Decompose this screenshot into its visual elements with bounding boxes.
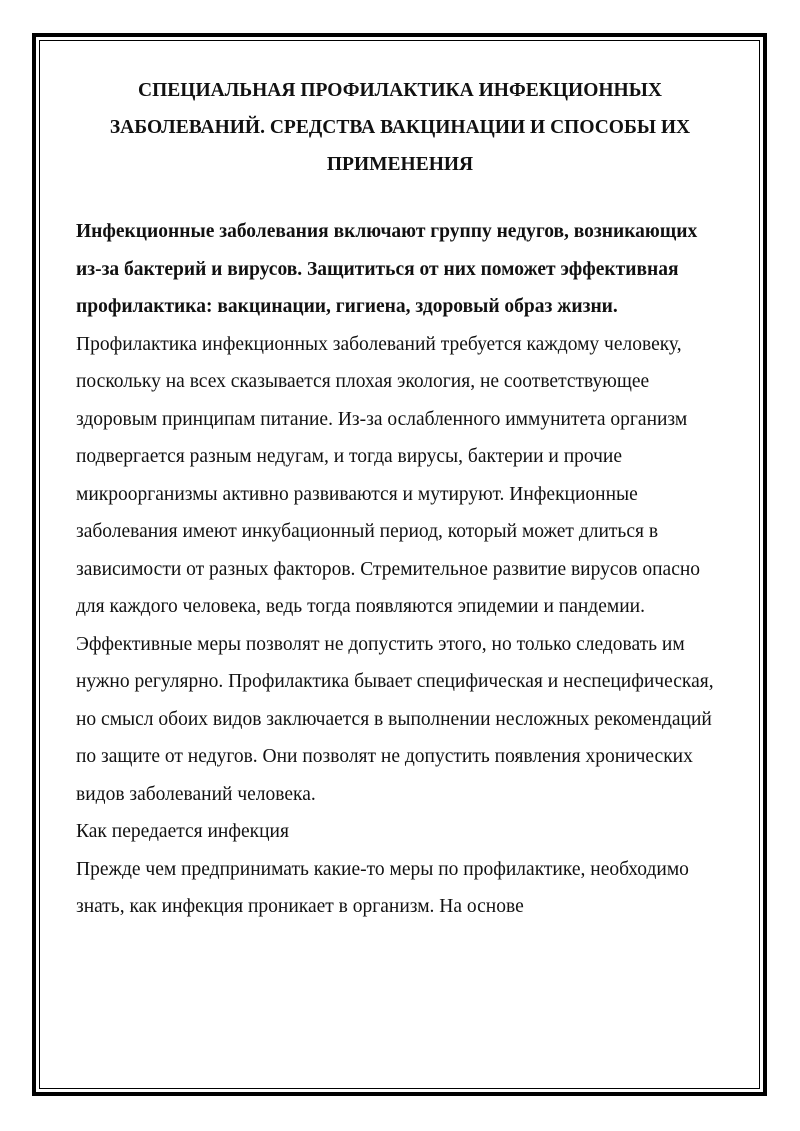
document-body [76,72,724,926]
lead-paragraph: Инфекционные заболевания включают группу недугов, возникающих из-за бактерий и вирусов. Защититься от них поможет эффективная профилактика: вакцинации, гигиена, здоровый образ жизни. [76,221,698,317]
document-title: СПЕЦИАЛЬНАЯ ПРОФИЛАКТИКА ИНФЕКЦИОННЫХ ЗАБОЛЕВАНИЙ. СРЕДСТВА ВАКЦИНАЦИИ И СПОСОБЫ ИХ ПРИМЕНЕНИЯ [109,80,691,175]
body-paragraph-2: Прежде чем предпринимать какие-то меры по профилактике, необходимо знать, как инфекция проникает в организм. На основе [76,858,689,917]
section-subheading: Как передается инфекция [76,821,289,842]
body-paragraph-1: Профилактика инфекционных заболеваний требуется каждому человеку, поскольку на всех сказывается плохая экология, не соответствующее здоровым принципам питание. Из-за ослабленного иммунитета организм подвергается разным недугам, и тогда вирусы, бактерии и прочие микроорганизмы активно развиваются и мутируют. Инфекционные заболевания имеют инкубационный период, который может длиться в зависимости от разных факторов. Стремительное развитие вирусов опасно для каждого человека, ведь тогда появляются эпидемии и пандемии. Эффективные меры позволят не допустить этого, но только следовать им нужно регулярно. Профилактика бывает специфическая и неспецифическая, но смысл обоих видов заключается в выполнении несложных рекомендаций по защите от недугов. Они позволят не допустить появления хронических видов заболеваний человека. [76,333,714,805]
